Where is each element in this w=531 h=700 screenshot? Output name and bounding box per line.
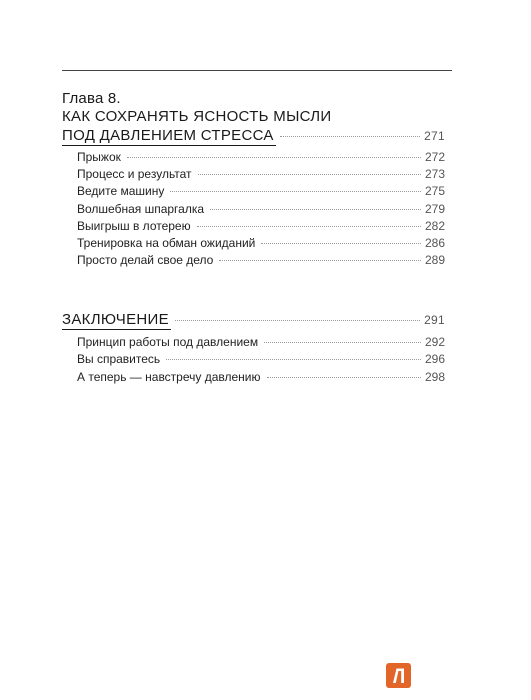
toc-entry-page: 289 xyxy=(424,253,445,267)
dot-leader xyxy=(210,209,421,210)
toc-entry-title: Принцип работы под давлением xyxy=(77,335,259,349)
toc-entry-page: 298 xyxy=(424,370,445,384)
toc-entry-title: А теперь — навстречу давлению xyxy=(77,370,261,384)
toc-entry-page: 272 xyxy=(424,150,445,164)
dot-leader xyxy=(261,243,421,244)
toc-entry[interactable] xyxy=(77,236,445,250)
toc-entry[interactable] xyxy=(77,253,445,267)
toc-entry-title: Тренировка на обман ожиданий xyxy=(77,236,256,250)
toc-entry[interactable] xyxy=(77,335,445,349)
chapter-title-line-1: КАК СОХРАНЯТЬ ЯСНОСТЬ МЫСЛИ xyxy=(62,108,332,125)
dot-leader xyxy=(127,157,421,158)
dot-leader xyxy=(198,174,421,175)
dot-leader xyxy=(264,342,421,343)
toc-entry-title: Процесс и результат xyxy=(77,167,192,181)
conclusion-heading-row[interactable] xyxy=(62,311,445,330)
toc-entry-page: 296 xyxy=(424,352,445,366)
toc-entry-title: Волшебная шпаргалка xyxy=(77,202,205,216)
toc-entry-page: 273 xyxy=(424,167,445,181)
toc-entry-title: Прыжок xyxy=(77,150,121,164)
toc-entry[interactable] xyxy=(77,219,445,233)
dot-leader xyxy=(280,136,420,137)
dot-leader xyxy=(219,260,421,261)
dot-leader xyxy=(267,377,421,378)
toc-entry-title: Просто делай свое дело xyxy=(77,253,214,267)
toc-entry-page: 282 xyxy=(424,219,445,233)
toc-entry[interactable] xyxy=(77,352,445,366)
toc-entry-title: Ведите машину xyxy=(77,184,165,198)
dot-leader xyxy=(170,191,421,192)
publisher-logo-glyph xyxy=(386,663,411,688)
dot-leader xyxy=(166,359,421,360)
toc-entry[interactable] xyxy=(77,167,445,181)
toc-entry[interactable] xyxy=(77,370,445,384)
conclusion-page-number: 291 xyxy=(424,313,445,327)
conclusion-title: ЗАКЛЮЧЕНИЕ xyxy=(62,311,169,328)
toc-entry-page: 279 xyxy=(424,202,445,216)
toc-entry[interactable] xyxy=(77,202,445,216)
publisher-logo-icon xyxy=(386,663,411,688)
top-divider xyxy=(62,70,452,71)
toc-entry[interactable] xyxy=(77,184,445,198)
chapter-page-number: 271 xyxy=(424,129,445,143)
dot-leader xyxy=(197,226,421,227)
chapter-title-line-2: ПОД ДАВЛЕНИЕМ СТРЕССА xyxy=(62,127,274,144)
toc-entry-page: 275 xyxy=(424,184,445,198)
dot-leader xyxy=(175,320,420,321)
toc-entry-page: 292 xyxy=(424,335,445,349)
toc-entry-page: 286 xyxy=(424,236,445,250)
toc-entry[interactable] xyxy=(77,150,445,164)
chapter-heading-row[interactable] xyxy=(62,127,445,146)
toc-entry-title: Выигрыш в лотерею xyxy=(77,219,191,233)
chapter-label: Глава 8. xyxy=(62,90,121,107)
toc-entry-title: Вы справитесь xyxy=(77,352,161,366)
